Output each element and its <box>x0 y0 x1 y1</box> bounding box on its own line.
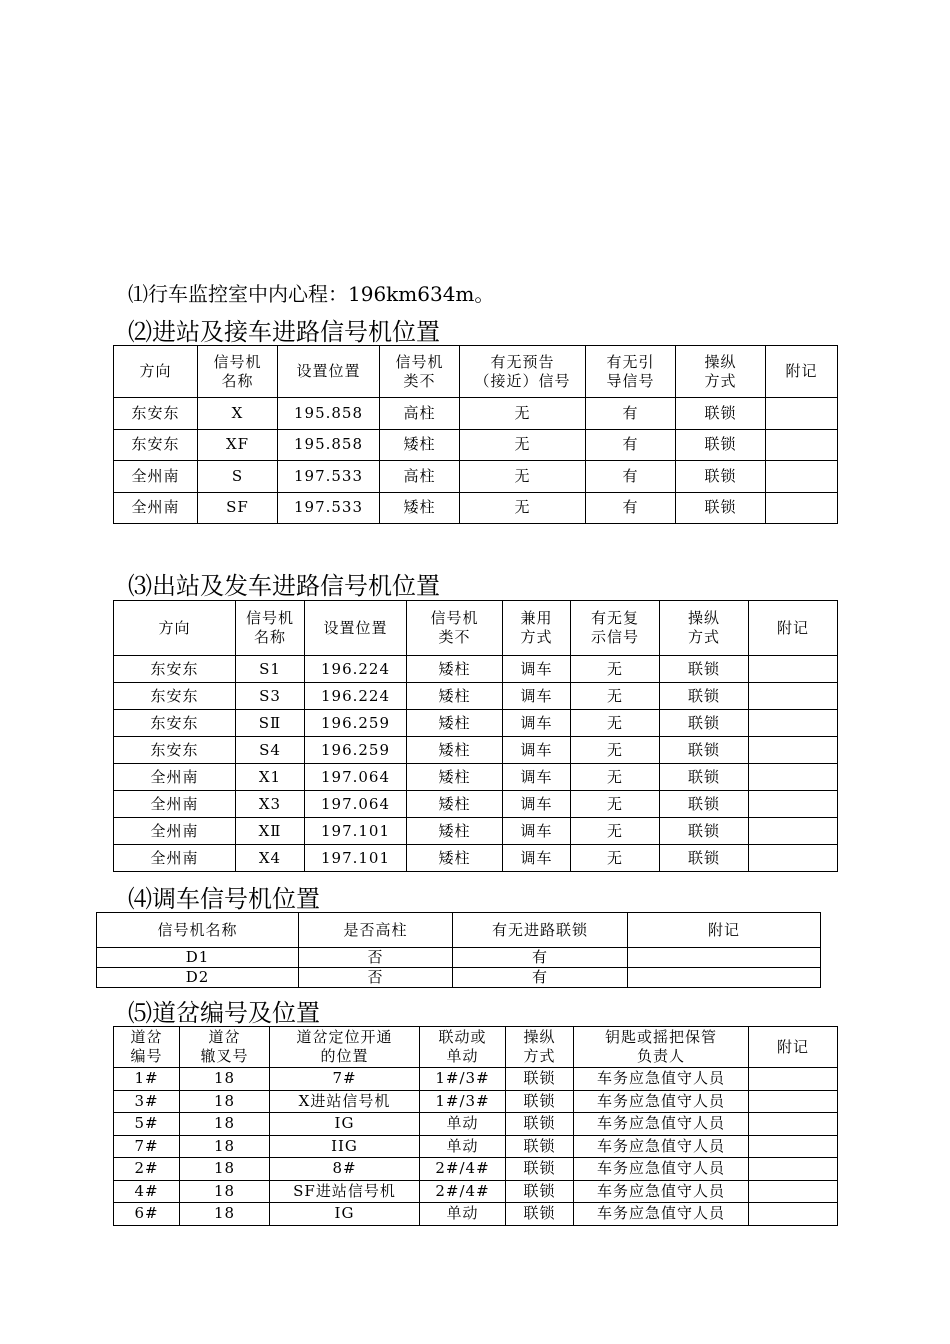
table-cell: S4 <box>236 737 305 764</box>
table-cell: 7# <box>114 1135 180 1158</box>
table-cell: 联锁 <box>676 398 766 430</box>
table-cell: 高柱 <box>380 461 460 493</box>
header-text: 信号机名称 <box>157 920 238 939</box>
table-cell: 矮柱 <box>407 845 503 872</box>
table-row <box>114 461 838 493</box>
table-row <box>114 1180 838 1203</box>
table-cell: 联锁 <box>506 1090 574 1113</box>
header-text: 名称 <box>221 371 254 390</box>
table-cell <box>628 968 821 988</box>
table-cell <box>749 791 838 818</box>
column-header <box>586 346 676 398</box>
header-row <box>114 1027 838 1068</box>
table-cell: 否 <box>299 968 453 988</box>
column-header <box>278 346 380 398</box>
table-cell: 调车 <box>503 791 571 818</box>
table-cell: 2#/4# <box>420 1158 506 1181</box>
column-header <box>660 601 749 656</box>
column-header <box>420 1027 506 1068</box>
table-cell: 联锁 <box>660 791 749 818</box>
column-header <box>299 913 453 948</box>
table-row <box>114 737 838 764</box>
table-cell <box>749 764 838 791</box>
header-text: 导信号 <box>606 371 655 390</box>
header-text: 类不 <box>438 628 471 646</box>
table-cell <box>628 948 821 968</box>
table-cell: D1 <box>97 948 299 968</box>
table-row <box>97 948 821 968</box>
table-cell: X <box>198 398 278 430</box>
table-row <box>114 1068 838 1091</box>
table-cell: 6# <box>114 1203 180 1226</box>
table-cell: 单动 <box>420 1113 506 1136</box>
table-cell: 矮柱 <box>407 737 503 764</box>
column-header <box>380 346 460 398</box>
table-row <box>114 656 838 683</box>
header-text: 方式 <box>523 1047 556 1065</box>
table-cell: 无 <box>571 737 660 764</box>
table-cell: S <box>198 461 278 493</box>
table-cell: X1 <box>236 764 305 791</box>
table-cell: S3 <box>236 683 305 710</box>
table-cell: 有 <box>453 968 628 988</box>
table-cell <box>749 1158 838 1181</box>
table-cell: 联锁 <box>506 1068 574 1091</box>
header-text: 有无预告 <box>490 352 555 371</box>
header-text: 方式 <box>704 371 737 390</box>
table-cell: 无 <box>460 492 586 524</box>
table-cell: 全州南 <box>114 845 236 872</box>
table-cell: 东安东 <box>114 656 236 683</box>
table-cell: 196.259 <box>305 737 407 764</box>
table-cell: 4# <box>114 1180 180 1203</box>
table-cell: 18 <box>180 1180 270 1203</box>
table-cell: 5# <box>114 1113 180 1136</box>
table-cell: X4 <box>236 845 305 872</box>
position-line: ⑴行车监控室中内心程：196km634m。 <box>128 282 495 306</box>
table-cell <box>749 737 838 764</box>
table-cell: 调车 <box>503 656 571 683</box>
table-cell: 矮柱 <box>407 791 503 818</box>
section-2-heading: ⑵进站及接车进路信号机位置 <box>128 318 440 346</box>
column-header <box>453 913 628 948</box>
table-cell: 调车 <box>503 683 571 710</box>
section-3-heading: ⑶出站及发车进路信号机位置 <box>128 572 440 600</box>
table-cell <box>749 1090 838 1113</box>
table-cell: 高柱 <box>380 398 460 430</box>
table-cell: 联锁 <box>676 429 766 461</box>
table-row <box>114 791 838 818</box>
table-cell: 调车 <box>503 818 571 845</box>
table-cell: 全州南 <box>114 818 236 845</box>
table-cell: 有 <box>453 948 628 968</box>
table-row <box>114 429 838 461</box>
table-cell: 车务应急值守人员 <box>574 1090 749 1113</box>
table-cell: 无 <box>571 683 660 710</box>
table-cell: 联锁 <box>676 492 766 524</box>
table-cell: 车务应急值守人员 <box>574 1068 749 1091</box>
table-cell: 1# <box>114 1068 180 1091</box>
table-cell: 车务应急值守人员 <box>574 1158 749 1181</box>
table-cell: 无 <box>460 398 586 430</box>
table-cell: 联锁 <box>676 461 766 493</box>
table-cell: 2#/4# <box>420 1180 506 1203</box>
table-cell: 调车 <box>503 764 571 791</box>
table-row <box>114 845 838 872</box>
column-header <box>506 1027 574 1068</box>
header-text: 设置位置 <box>296 362 361 380</box>
table-cell: 有 <box>586 461 676 493</box>
header-text: 单动 <box>446 1047 479 1065</box>
table-cell: 197.533 <box>278 461 380 493</box>
table-row <box>97 968 821 988</box>
table-row <box>114 1158 838 1181</box>
header-text: 有无进路联锁 <box>491 920 588 939</box>
header-text: 附记 <box>776 618 809 637</box>
table-cell: 197.064 <box>305 764 407 791</box>
table-cell: X3 <box>236 791 305 818</box>
header-text: 附记 <box>776 1037 809 1056</box>
table-cell <box>749 1135 838 1158</box>
table-row <box>114 818 838 845</box>
table-cell: 调车 <box>503 845 571 872</box>
table-cell <box>749 683 838 710</box>
header-text: 设置位置 <box>323 618 388 637</box>
header-text: 编号 <box>130 1047 163 1065</box>
table-cell: 联锁 <box>506 1158 574 1181</box>
table-cell <box>749 1068 838 1091</box>
column-header <box>628 913 821 948</box>
table-cell: 196.224 <box>305 683 407 710</box>
table-cell: 联锁 <box>660 683 749 710</box>
table-cell: 联锁 <box>660 656 749 683</box>
table-cell: 东安东 <box>114 683 236 710</box>
table-cell: S1 <box>236 656 305 683</box>
table-cell: 197.064 <box>305 791 407 818</box>
column-header <box>571 601 660 656</box>
header-text: 名称 <box>253 628 286 646</box>
table-cell: X进站信号机 <box>270 1090 420 1113</box>
column-header <box>97 913 299 948</box>
table-cell <box>766 492 838 524</box>
table-cell: 联锁 <box>660 818 749 845</box>
table-cell: 18 <box>180 1135 270 1158</box>
table-cell: XF <box>198 429 278 461</box>
table-cell: 18 <box>180 1158 270 1181</box>
table-cell: 东安东 <box>114 710 236 737</box>
header-text: 联动或 <box>438 1028 487 1046</box>
table-cell: 东安东 <box>114 429 198 461</box>
table-cell: 197.101 <box>305 845 407 872</box>
column-header <box>180 1027 270 1068</box>
table-cell: 联锁 <box>660 764 749 791</box>
column-header <box>114 601 236 656</box>
table-cell: 195.858 <box>278 398 380 430</box>
table-cell <box>749 845 838 872</box>
table-cell: 全州南 <box>114 764 236 791</box>
table-cell: 全州南 <box>114 492 198 524</box>
header-text: 信号机 <box>395 352 444 371</box>
table-cell <box>749 1203 838 1226</box>
table-cell: 车务应急值守人员 <box>574 1113 749 1136</box>
table-cell <box>766 461 838 493</box>
column-header <box>749 601 838 656</box>
header-text: 辙叉号 <box>200 1047 249 1065</box>
switch-table <box>113 1026 838 1226</box>
table-cell: 无 <box>571 710 660 737</box>
header-text: 道岔 <box>208 1028 241 1046</box>
table-cell: D2 <box>97 968 299 988</box>
table-cell: 196.259 <box>305 710 407 737</box>
table-row <box>114 764 838 791</box>
header-text: 信号机 <box>430 609 479 627</box>
table-cell: SF <box>198 492 278 524</box>
table-cell: 无 <box>571 791 660 818</box>
header-text: 信号机 <box>213 352 262 371</box>
header-text: 方向 <box>139 362 172 380</box>
table-cell: 调车 <box>503 710 571 737</box>
header-text: 有无引 <box>606 352 655 371</box>
table-cell <box>749 656 838 683</box>
header-text: 的位置 <box>320 1047 369 1065</box>
header-row <box>114 601 838 656</box>
table-cell: 车务应急值守人员 <box>574 1180 749 1203</box>
header-text: 方向 <box>158 618 191 637</box>
column-header <box>236 601 305 656</box>
table-cell: 否 <box>299 948 453 968</box>
exit-signal-table <box>113 600 838 872</box>
table-cell: 无 <box>571 764 660 791</box>
table-row <box>114 1113 838 1136</box>
table-cell: 矮柱 <box>380 429 460 461</box>
table-cell: 18 <box>180 1068 270 1091</box>
header-text: 道岔 <box>130 1028 163 1046</box>
table-cell: 8# <box>270 1158 420 1181</box>
table-cell: 无 <box>571 845 660 872</box>
header-text: 操纵 <box>687 609 720 627</box>
table-cell: 矮柱 <box>407 656 503 683</box>
header-text: 操纵 <box>523 1028 556 1046</box>
table-cell: 矮柱 <box>407 764 503 791</box>
table-cell: 有 <box>586 429 676 461</box>
table-cell: 全州南 <box>114 461 198 493</box>
table-row <box>114 1090 838 1113</box>
header-text: 示信号 <box>590 628 639 646</box>
header-text: 道岔定位开通 <box>296 1028 393 1046</box>
shunting-signal-table <box>96 912 821 988</box>
table-row <box>114 710 838 737</box>
table-row <box>114 1203 838 1226</box>
column-header <box>198 346 278 398</box>
table-row <box>114 398 838 430</box>
table-cell: 1#/3# <box>420 1090 506 1113</box>
table-cell: 无 <box>571 656 660 683</box>
table-cell: 全州南 <box>114 791 236 818</box>
column-header <box>407 601 503 656</box>
table-cell: 无 <box>460 429 586 461</box>
column-header <box>114 346 198 398</box>
table-row <box>114 492 838 524</box>
table-cell <box>749 710 838 737</box>
table-cell: IG <box>270 1113 420 1136</box>
table-cell: 有 <box>586 492 676 524</box>
header-row <box>97 913 821 948</box>
column-header <box>503 601 571 656</box>
table-cell: 联锁 <box>660 737 749 764</box>
table-cell: 联锁 <box>506 1135 574 1158</box>
table-cell: 单动 <box>420 1135 506 1158</box>
table-cell <box>749 818 838 845</box>
table-cell <box>749 1180 838 1203</box>
column-header <box>270 1027 420 1068</box>
header-text: 方式 <box>687 628 720 646</box>
table-cell: 有 <box>586 398 676 430</box>
header-text: 负责人 <box>636 1047 685 1065</box>
table-cell: 18 <box>180 1203 270 1226</box>
table-cell: 无 <box>571 818 660 845</box>
header-text: 信号机 <box>245 609 294 627</box>
table-cell: IG <box>270 1203 420 1226</box>
table-cell: 矮柱 <box>380 492 460 524</box>
entry-signal-table <box>113 345 838 524</box>
header-text: 有无复 <box>590 609 639 627</box>
table-row <box>114 683 838 710</box>
table-cell: 2# <box>114 1158 180 1181</box>
table-cell: 联锁 <box>506 1180 574 1203</box>
table-cell: 东安东 <box>114 398 198 430</box>
table-cell: 197.101 <box>305 818 407 845</box>
table-cell: 3# <box>114 1090 180 1113</box>
header-text: 操纵 <box>704 352 737 371</box>
header-row <box>114 346 838 398</box>
table-cell: 197.533 <box>278 492 380 524</box>
header-text: 类不 <box>403 371 436 390</box>
header-text: 是否高柱 <box>343 920 408 939</box>
header-text: 兼用 <box>520 609 553 627</box>
table-cell: 矮柱 <box>407 818 503 845</box>
table-cell: 195.858 <box>278 429 380 461</box>
table-cell: 矮柱 <box>407 710 503 737</box>
table-cell: 单动 <box>420 1203 506 1226</box>
table-cell: IIG <box>270 1135 420 1158</box>
column-header <box>460 346 586 398</box>
table-cell: 联锁 <box>660 845 749 872</box>
table-cell: 车务应急值守人员 <box>574 1203 749 1226</box>
column-header <box>574 1027 749 1068</box>
header-text: 钥匙或摇把保管 <box>604 1028 717 1046</box>
table-cell: 联锁 <box>506 1113 574 1136</box>
header-text: 附记 <box>785 362 818 380</box>
table-cell: 联锁 <box>506 1203 574 1226</box>
section-5-heading: ⑸道岔编号及位置 <box>128 999 320 1027</box>
table-cell: 车务应急值守人员 <box>574 1135 749 1158</box>
table-cell: 196.224 <box>305 656 407 683</box>
table-cell: 7# <box>270 1068 420 1091</box>
table-cell: 联锁 <box>660 710 749 737</box>
table-cell <box>766 398 838 430</box>
column-header <box>749 1027 838 1068</box>
table-cell: 18 <box>180 1090 270 1113</box>
header-text: 方式 <box>520 628 553 646</box>
table-cell <box>749 1113 838 1136</box>
table-cell: 调车 <box>503 737 571 764</box>
table-cell: SⅡ <box>236 710 305 737</box>
table-cell: XⅡ <box>236 818 305 845</box>
header-text: （接近）信号 <box>474 371 571 390</box>
column-header <box>305 601 407 656</box>
table-cell: 无 <box>460 461 586 493</box>
section-4-heading: ⑷调车信号机位置 <box>128 885 320 913</box>
table-cell: 东安东 <box>114 737 236 764</box>
table-cell: 18 <box>180 1113 270 1136</box>
table-cell <box>766 429 838 461</box>
table-cell: 1#/3# <box>420 1068 506 1091</box>
column-header <box>676 346 766 398</box>
table-cell: SF进站信号机 <box>270 1180 420 1203</box>
column-header <box>766 346 838 398</box>
header-text: 附记 <box>707 920 740 939</box>
column-header <box>114 1027 180 1068</box>
table-cell: 矮柱 <box>407 683 503 710</box>
table-row <box>114 1135 838 1158</box>
